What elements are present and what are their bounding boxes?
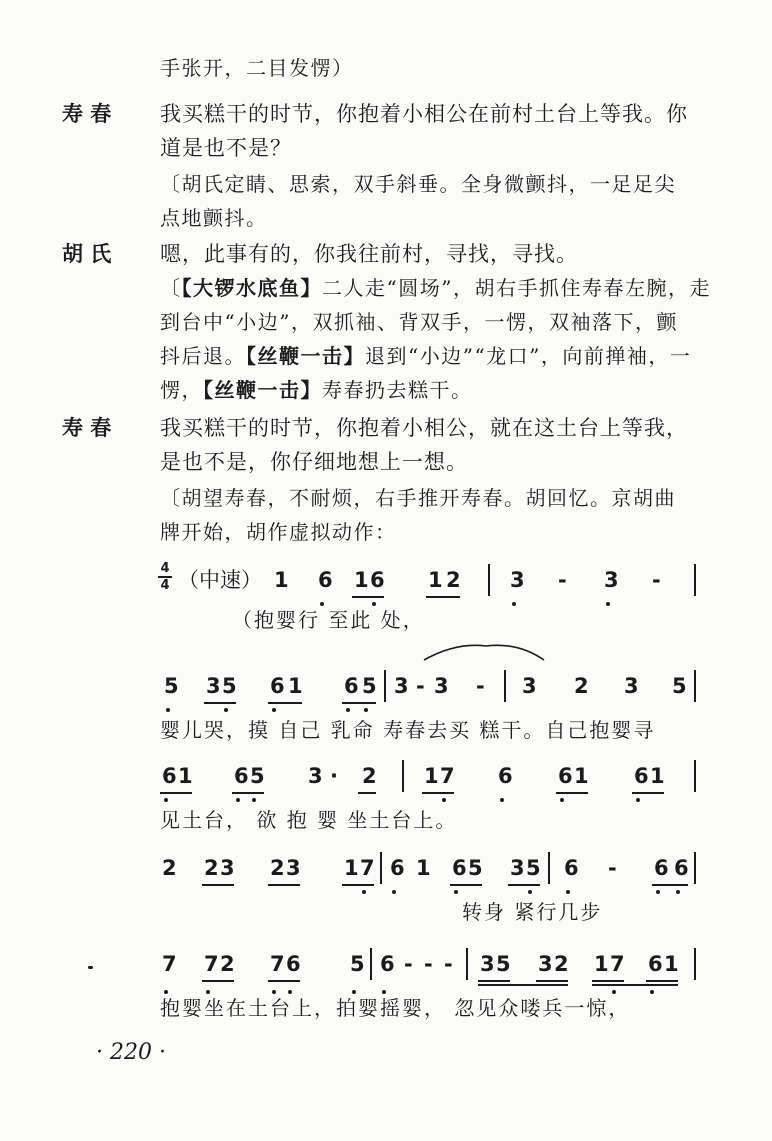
barline <box>548 852 550 884</box>
underline <box>426 596 460 598</box>
note: 1 <box>664 952 679 976</box>
stage-text: 寿春扔去糕干。 <box>322 378 473 402</box>
stage-direction: 〔胡望寿春，不耐烦，右手推开寿春。胡回忆。京胡曲 <box>160 486 676 510</box>
note: 1 <box>424 764 439 788</box>
note: 5 <box>164 674 179 698</box>
note: 5 <box>468 856 483 880</box>
low-dot <box>656 890 660 894</box>
print-speck <box>88 966 93 969</box>
stage-direction: 手张开，二目发愣） <box>160 56 354 80</box>
note: 3 <box>522 674 537 698</box>
note: 2 <box>446 568 461 592</box>
underline <box>632 792 664 794</box>
note: 6 <box>648 952 663 976</box>
note: 6 <box>270 674 285 698</box>
note: 6 <box>674 856 689 880</box>
note: 5 <box>496 952 511 976</box>
barline <box>694 760 696 792</box>
tempo-marking: （中速） <box>178 568 262 592</box>
note: 3 <box>538 952 553 976</box>
low-dot <box>272 708 276 712</box>
stage-direction: 到台中“小边”，双抓袖、背双手，一愣，双袖落下，颤 <box>160 310 678 334</box>
underline <box>232 792 264 794</box>
notation-row-4 <box>158 854 698 888</box>
note: 5 <box>672 674 687 698</box>
note: - <box>652 568 661 592</box>
note: 6 <box>564 856 579 880</box>
note: 6 <box>558 764 573 788</box>
note: 7 <box>360 856 375 880</box>
note: 7 <box>204 952 219 976</box>
notation-row-2 <box>158 672 698 706</box>
underline <box>202 980 234 982</box>
note: 5 <box>362 674 377 698</box>
stage-text: 二人走“圆场”，胡右手抓住寿春左腕，走 <box>322 276 711 300</box>
underline <box>202 884 234 886</box>
notation-row-3 <box>158 762 698 796</box>
note: 3 <box>206 674 221 698</box>
low-dot <box>560 798 564 802</box>
note: - <box>416 674 425 698</box>
note: - <box>444 952 453 976</box>
low-dot <box>166 708 170 712</box>
note: 6 <box>318 568 333 592</box>
page-number: · 220 · <box>96 1040 166 1065</box>
note: 1 <box>594 952 609 976</box>
note: 1 <box>574 764 589 788</box>
note: 2 <box>270 856 285 880</box>
low-dot <box>566 890 570 894</box>
note: 3 <box>308 764 323 788</box>
underline <box>592 984 678 986</box>
note: 7 <box>270 952 285 976</box>
stage-direction: 点地颤抖。 <box>160 206 268 230</box>
note: 6 <box>380 952 395 976</box>
note: 1 <box>288 674 303 698</box>
note: 6 <box>634 764 649 788</box>
low-dot <box>636 798 640 802</box>
low-dot <box>676 890 680 894</box>
underline <box>422 792 454 794</box>
underline <box>478 980 510 982</box>
underline <box>478 984 568 986</box>
note: 6 <box>654 856 669 880</box>
note: 1 <box>650 764 665 788</box>
note: 3 <box>624 674 639 698</box>
note: 3 <box>604 568 619 592</box>
stage-direction: 牌开始，胡作虚拟动作： <box>160 520 397 544</box>
notation-row-1 <box>158 566 698 600</box>
lyric-line: 见土台， 欲 抱 婴 坐土台上。 <box>160 808 458 832</box>
low-dot <box>650 990 654 994</box>
low-dot <box>224 708 228 712</box>
low-dot <box>442 798 446 802</box>
dialogue-line: 我买糕干的时节，你抱着小相公，就在这土台上等我， <box>160 416 688 440</box>
note: 1 <box>354 568 369 592</box>
barline <box>488 564 490 596</box>
underline <box>268 980 300 982</box>
underline <box>268 702 302 704</box>
underline <box>342 884 374 886</box>
underline <box>342 702 376 704</box>
note: 5 <box>250 764 265 788</box>
barline <box>504 670 506 702</box>
stage-direction <box>160 376 473 404</box>
underline <box>592 980 624 982</box>
note: 6 <box>286 952 301 976</box>
barline <box>694 852 696 884</box>
note: 6 <box>452 856 467 880</box>
low-dot <box>252 798 256 802</box>
speaker-shouchun: 寿 春 <box>62 102 112 126</box>
note: 3 <box>480 952 495 976</box>
note: 6 <box>344 674 359 698</box>
note: 3 <box>220 856 235 880</box>
note: 1 <box>274 568 289 592</box>
barline <box>384 670 386 702</box>
barline <box>402 760 404 792</box>
barline <box>694 564 696 596</box>
lyric-line: 转身 紧行几步 <box>462 900 603 924</box>
stage-direction <box>160 274 711 302</box>
underline <box>508 884 540 886</box>
stage-direction: 〔胡氏定睛、思索，双手斜垂。全身微颤抖，一足足尖 <box>160 172 676 196</box>
low-dot <box>512 602 516 606</box>
speaker-shouchun: 寿 春 <box>62 416 112 440</box>
note: 3 <box>510 856 525 880</box>
low-dot <box>362 890 366 894</box>
underline <box>536 980 568 982</box>
low-dot <box>500 798 504 802</box>
stage-text: 抖后退。 <box>160 344 246 368</box>
lyric-line: 抱婴坐在土台上，拍婴摇婴， 忽见众喽兵一惊， <box>160 996 631 1020</box>
low-dot <box>392 890 396 894</box>
dialogue-line: 嗯，此事有的，你我往前村，寻找，寻找。 <box>160 242 578 266</box>
dot-mark: · <box>330 764 338 788</box>
note: 2 <box>574 674 589 698</box>
note: 3 <box>286 856 301 880</box>
note: 2 <box>220 952 235 976</box>
note: 5 <box>526 856 541 880</box>
low-dot <box>236 798 240 802</box>
notation-row-5 <box>158 950 698 984</box>
note: - <box>558 568 567 592</box>
speaker-hushi: 胡 氏 <box>62 242 112 266</box>
underline <box>556 792 588 794</box>
note: 6 <box>370 568 385 592</box>
underline <box>652 884 688 886</box>
underline <box>160 792 192 794</box>
tie-arc <box>420 640 550 664</box>
dialogue-line: 道是也不是？ <box>160 136 292 160</box>
meter-top: 4 <box>160 561 170 576</box>
note: - <box>404 952 413 976</box>
note: 2 <box>362 764 377 788</box>
low-dot <box>528 890 532 894</box>
note: 3 <box>394 674 409 698</box>
low-dot <box>364 708 368 712</box>
note: 5 <box>350 952 365 976</box>
note: 3 <box>434 674 449 698</box>
low-dot <box>346 708 350 712</box>
barline <box>380 852 382 884</box>
underline <box>450 884 482 886</box>
underline <box>646 980 678 982</box>
dialogue-line: 是也不是，你仔细地想上一想。 <box>160 450 468 474</box>
note: 1 <box>416 856 431 880</box>
underline <box>352 596 384 598</box>
note: 7 <box>610 952 625 976</box>
note: - <box>608 856 617 880</box>
cue-label: 【丝鞭一击】 <box>246 344 365 368</box>
note: 6 <box>498 764 513 788</box>
underline <box>268 884 300 886</box>
lyric-line: （抱婴行 至此 处， <box>232 608 425 632</box>
lyric-line: 婴儿哭，摸 自己 乳命 寿春去买 糕干。自己抱婴寻 <box>160 718 656 742</box>
dialogue-line: 我买糕干的时节，你抱着小相公在前村土台上等我。你 <box>160 102 688 126</box>
cue-label: 【大锣水底鱼】 <box>181 276 322 300</box>
barline <box>466 948 468 980</box>
note: - <box>424 952 433 976</box>
note: 7 <box>162 952 177 976</box>
note: 1 <box>178 764 193 788</box>
note: 1 <box>344 856 359 880</box>
note: 6 <box>390 856 405 880</box>
note: 5 <box>222 674 237 698</box>
stage-direction <box>160 342 691 370</box>
note: 1 <box>428 568 443 592</box>
barline <box>694 670 696 702</box>
cue-label: 【丝鞭一击】 <box>203 378 322 402</box>
low-dot <box>606 602 610 606</box>
note: 3 <box>510 568 525 592</box>
underline <box>204 702 236 704</box>
barline <box>370 948 372 980</box>
stage-text: 愣， <box>160 378 203 402</box>
low-dot <box>164 798 168 802</box>
barline <box>694 948 696 980</box>
low-dot <box>454 890 458 894</box>
note: 2 <box>162 856 177 880</box>
note: 2 <box>204 856 219 880</box>
underline <box>358 792 376 794</box>
stage-text: 退到“小边”“龙口”，向前掸袖，一 <box>365 344 692 368</box>
bracket-open: 〔 <box>160 276 182 300</box>
note: 6 <box>234 764 249 788</box>
meter-bottom: 4 <box>160 578 170 593</box>
note: 2 <box>554 952 569 976</box>
note: - <box>476 674 485 698</box>
note: 6 <box>162 764 177 788</box>
note: 7 <box>440 764 455 788</box>
